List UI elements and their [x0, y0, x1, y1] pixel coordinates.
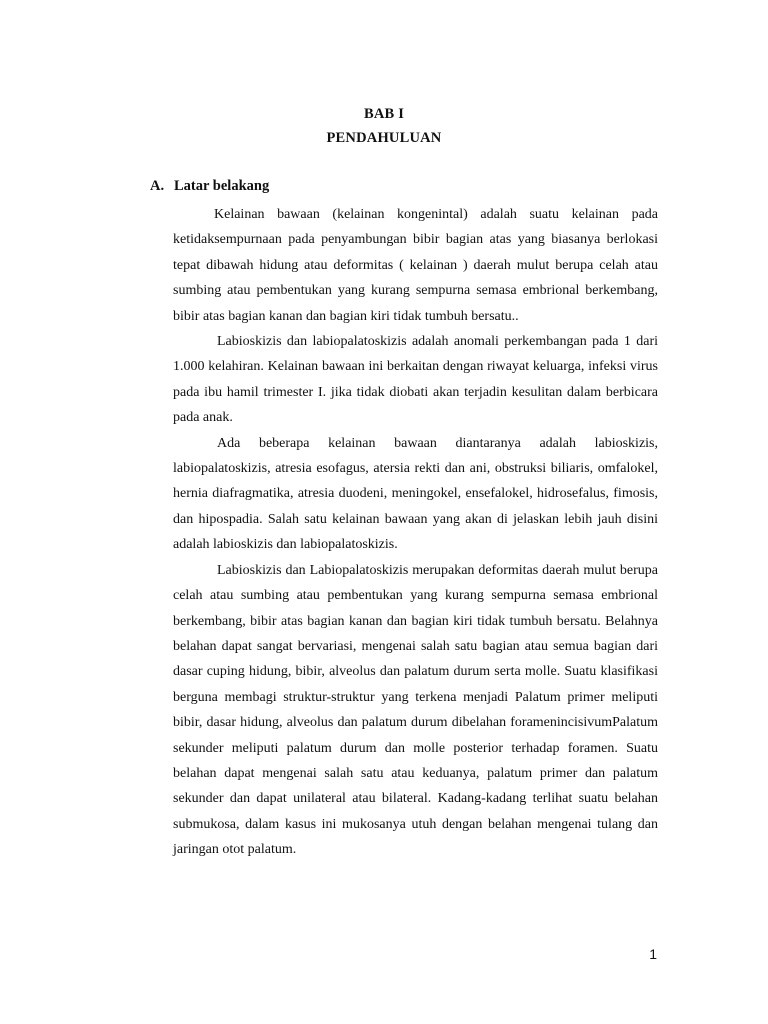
paragraph-1: Kelainan bawaan (kelainan kongenintal) adalah suatu kelainan pada ketidaksempurnaan pada penyambungan bibir bagian atas yang biasanya berlokasi tepat dibawah hidung atau deformitas ( kelainan ) daerah mulut berupa celah atau sumbing atau pembentukan yang kurang sempurna semasa embrional berkembang, bibir atas bagian kanan dan bagian kiri tidak tumbuh bersatu..	[173, 207, 658, 324]
section-letter: A.	[150, 178, 165, 194]
paragraph-2: Labioskizis dan labiopalatoskizis adalah anomali perkembangan pada 1 dari 1.000 kelahiran. Kelainan bawaan ini berkaitan dengan riwayat keluarga, infeksi virus pada ibu hamil trimester I. jika tidak diobati akan terjadin kesulitan dalam berbicara pada anak.	[173, 334, 658, 426]
paragraph-4: Labioskizis dan Labiopalatoskizis merupakan deformitas daerah mulut berupa celah atau sumbing atau pembentukan yang kurang sempurna semasa embrional berkembang, bibir atas bagian kanan dan bagian kiri tidak tumbuh bersatu. Belahnya belahan dapat sangat bervariasi, mengenai salah satu bagian atau semua bagian dari dasar cuping hidung, bibir, alveolus dan palatum durum serta molle. Suatu klasifikasi berguna membagi struktur-struktur yang terkena menjadi Palatum primer meliputi bibir, dasar hidung, alveolus dan palatum durum dibelahan foramenincisivumPalatum sekunder meliputi palatum durum dan molle posterior terhadap foramen. Suatu belahan dapat mengenai salah satu atau keduanya, palatum primer dan palatum sekunder dan dapat unilateral atau bilateral. Kadang-kadang terlihat suatu belahan submukosa, dalam kasus ini mukosanya utuh dengan belahan mengenai tulang dan jaringan otot palatum.	[173, 562, 658, 858]
section-heading	[150, 178, 269, 195]
section-title: Latar belakang	[174, 178, 270, 194]
body-text	[173, 202, 658, 863]
paragraph-3: Ada beberapa kelainan bawaan diantaranya adalah labioskizis, labiopalatoskizis, atresia esofagus, atersia rekti dan ani, obstruksi biliaris, omfalokel, hernia diafragmatika, atresia duodeni, meningokel, ensefalokel, hidrosefalus, fimosis, dan hipospadia. Salah satu kelainan bawaan yang akan di jelaskan lebih jauh disini adalah labioskizis dan labiopalatoskizis.	[173, 435, 658, 553]
page-number: 1	[649, 946, 657, 962]
chapter-title: PENDAHULUAN	[326, 130, 442, 146]
chapter-number: BAB I	[363, 106, 405, 122]
